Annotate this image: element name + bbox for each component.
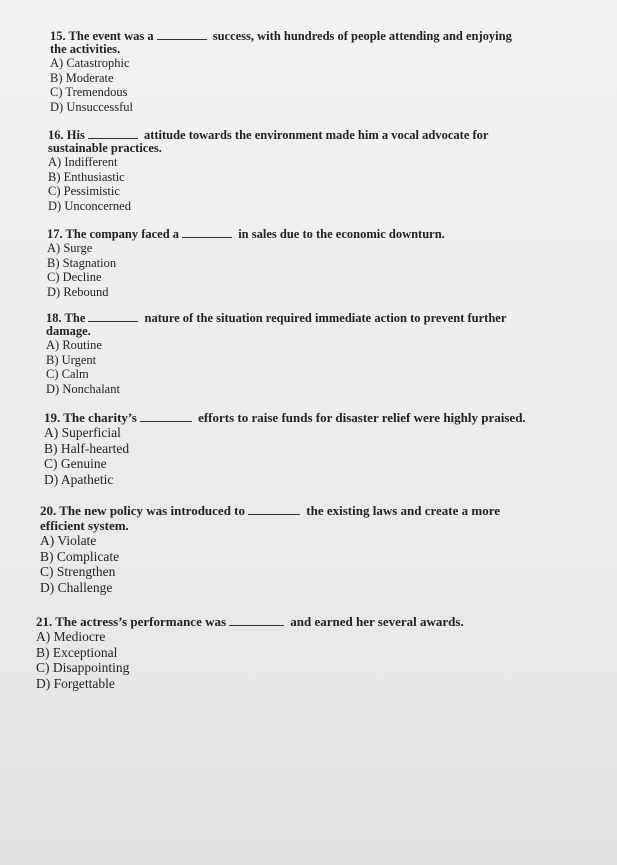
question-stem: 21. The actress’s performance was and earned her several awards. [36, 614, 464, 629]
answer-blank [248, 505, 300, 515]
answer-blank [88, 312, 138, 322]
option-d: D) Unsuccessful [50, 99, 133, 114]
question-20 [40, 503, 520, 595]
option-d: D) Unconcerned [48, 198, 131, 213]
answer-blank [229, 616, 284, 626]
option-d: D) Challenge [40, 579, 113, 595]
option-b: B) Enthusiastic [48, 169, 125, 184]
question-21 [36, 614, 556, 691]
option-b: B) Complicate [40, 548, 120, 564]
option-c: C) Disappointing [36, 660, 130, 675]
option-a: A) Routine [46, 338, 102, 352]
question-stem: 16. His attitude towards the environment made him a vocal advocate for sustainable practices. [48, 128, 489, 155]
question-16 [48, 129, 503, 213]
answer-blank [88, 129, 138, 139]
option-a: A) Catastrophic [50, 56, 130, 70]
question-stem: 19. The charity’s efforts to raise funds for disaster relief were highly praised. [44, 410, 526, 425]
option-a: A) Mediocre [36, 629, 106, 644]
option-c: C) Tremendous [50, 85, 128, 99]
option-c: C) Strengthen [40, 564, 116, 579]
option-a: A) Surge [47, 241, 93, 255]
option-a: A) Violate [40, 533, 97, 548]
option-b: B) Exceptional [36, 644, 118, 660]
option-b: B) Stagnation [47, 255, 117, 270]
option-c: C) Genuine [44, 456, 107, 471]
option-d: D) Apathetic [44, 471, 114, 487]
answer-blank [182, 228, 232, 238]
option-a: A) Indifferent [48, 155, 118, 169]
answer-blank [157, 30, 207, 40]
option-d: D) Nonchalant [46, 381, 120, 396]
question-18 [46, 312, 526, 396]
question-15 [50, 30, 520, 114]
option-c: C) Decline [47, 270, 102, 284]
question-stem: 17. The company faced a in sales due to the economic downturn. [47, 227, 445, 241]
option-c: C) Pessimistic [48, 184, 120, 198]
answer-blank [140, 412, 192, 422]
option-b: B) Moderate [50, 70, 114, 85]
option-d: D) Rebound [47, 284, 109, 299]
option-d: D) Forgettable [36, 675, 115, 691]
option-b: B) Half-hearted [44, 440, 130, 456]
option-c: C) Calm [46, 367, 89, 381]
option-a: A) Superficial [44, 425, 121, 440]
question-stem: 20. The new policy was introduced to the existing laws and create a more efficient system. [40, 503, 501, 533]
question-stem: 18. The nature of the situation required immediate action to prevent further damage. [46, 311, 507, 338]
question-17 [47, 228, 527, 299]
question-19 [44, 410, 554, 487]
option-b: B) Urgent [46, 352, 97, 367]
question-stem: 15. The event was a success, with hundreds of people attending and enjoying the activities. [50, 29, 512, 56]
